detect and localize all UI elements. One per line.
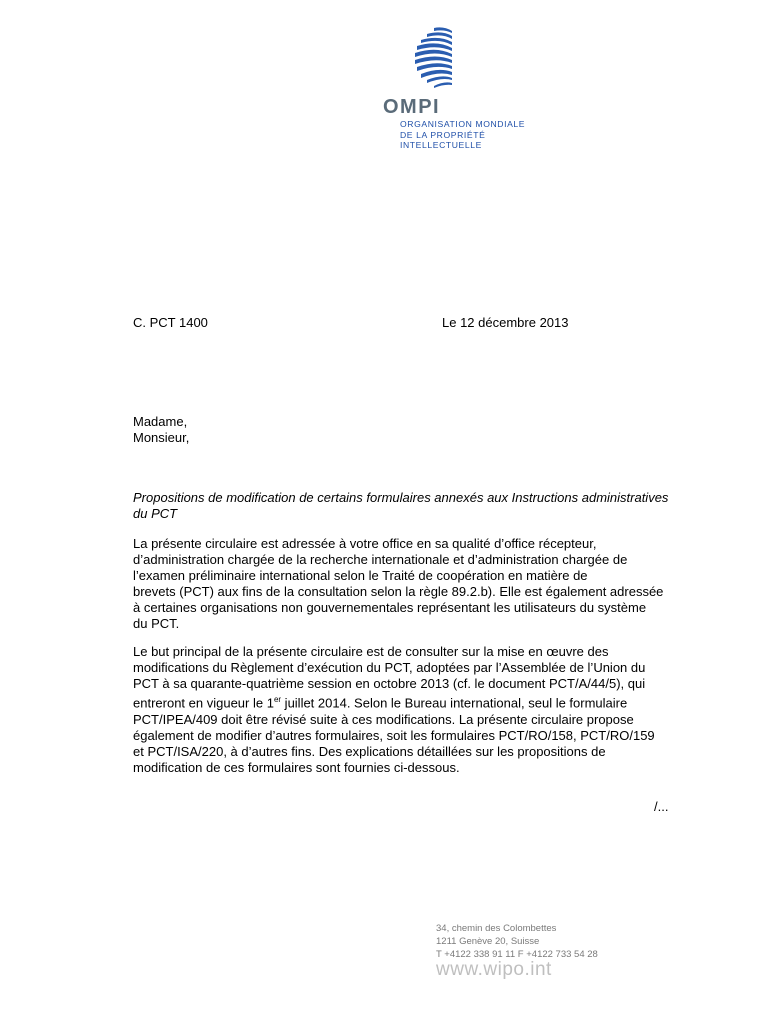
salutation-line: Monsieur, xyxy=(133,430,190,445)
address-line: 1211 Genève 20, Suisse xyxy=(436,936,540,947)
paragraph-line: du PCT. xyxy=(133,616,180,632)
paragraph-line: brevets (PCT) aux fins de la consultation selon la règle 89.2.b). Elle est également adressée xyxy=(133,584,664,600)
paragraph-line: La présente circulaire est adressée à votre office en sa qualité d’office récepteur, xyxy=(133,536,597,551)
ordinal-superscript: er xyxy=(273,695,282,705)
salutation-line: Madame, xyxy=(133,414,188,429)
footer-address xyxy=(436,922,598,961)
ompi-logo xyxy=(383,22,553,152)
body-paragraph-1 xyxy=(133,536,678,633)
paragraph-line: modifications du Règlement d’exécution du PCT, adoptées par l’Assemblée de l’Union du xyxy=(133,660,646,676)
paragraph-line xyxy=(133,692,678,711)
letter-subject xyxy=(133,490,673,522)
paragraph-line: PCT à sa quarante-quatrième session en octobre 2013 (cf. le document PCT/A/44/5), qui xyxy=(133,676,646,692)
logo-org-line: DE LA PROPRIÉTÉ xyxy=(400,129,486,140)
paragraph-line: également de modifier d’autres formulaires, soit les formulaires PCT/RO/158, PCT/RO/159 xyxy=(133,727,655,743)
website-url: www.wipo.int xyxy=(436,959,552,980)
subject-line: Propositions de modification de certains formulaires annexés aux Instructions administratives xyxy=(133,490,669,505)
body-paragraph-2 xyxy=(133,644,678,776)
paragraph-text: juillet 2014. Selon le Bureau international, seul le formulaire xyxy=(281,695,628,711)
paragraph-line: PCT/IPEA/409 doit être révisé suite à ces modifications. La présente circulaire propose xyxy=(133,711,634,727)
paragraph-line: modification de ces formulaires sont fournies ci-dessous. xyxy=(133,759,460,775)
letter-date: Le 12 décembre 2013 xyxy=(442,315,569,330)
address-line: T +4122 338 91 11 F +4122 733 54 28 xyxy=(436,949,598,960)
address-line: 34, chemin des Colombettes xyxy=(436,923,557,934)
logo-org-line: INTELLECTUELLE xyxy=(400,140,482,150)
paragraph-line: l’examen préliminaire international selon le Traité de coopération en matière de xyxy=(133,568,588,584)
subject-line: du PCT xyxy=(133,506,178,521)
circular-reference: C. PCT 1400 xyxy=(133,315,208,330)
logo-acronym: OMPI xyxy=(383,96,441,118)
paragraph-line: à certaines organisations non gouvernementales représentant les utilisateurs du système xyxy=(133,600,647,616)
salutation xyxy=(133,414,189,446)
continuation-marker: /... xyxy=(654,799,669,814)
paragraph-text: entreront en vigueur le 1 xyxy=(133,695,274,711)
logo-org-line: ORGANISATION MONDIALE xyxy=(400,119,526,129)
paragraph-line: Le but principal de la présente circulaire est de consulter sur la mise en œuvre des xyxy=(133,644,609,659)
paragraph-line: d’administration chargée de la recherche internationale et d’administration chargée de xyxy=(133,552,628,568)
paragraph-line: et PCT/ISA/220, à d’autres fins. Des explications détaillées sur les propositions de xyxy=(133,743,606,759)
logo-organization-name xyxy=(400,119,525,151)
wipo-emblem-icon xyxy=(397,22,457,94)
